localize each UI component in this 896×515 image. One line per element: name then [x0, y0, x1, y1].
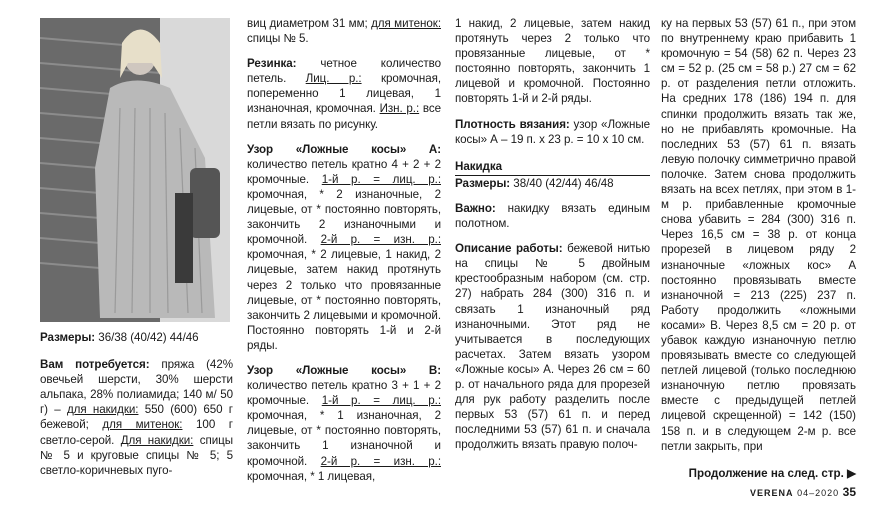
pattern-a-text-3: кромочная, * 2 лицевые, 1 накид, 2 лицевые, затем накид протянуть через 2 только что провязанные лицевые, от * постоянно повторять, закончить 2 лицевыми и кромочной. Постоянно повторять 1-й и 2-й ряды.	[247, 248, 441, 352]
materials-text: пряжа (42% овечьей шерсти, 30% шерсти альпака, 28% полиамида; 140 м/ 50 г) –	[40, 358, 233, 417]
pattern-a-text: количество петель кратно 4 + 2 + 2 кромочные.	[247, 157, 441, 186]
pattern-b-text-2: кромочная, * 1 изнаночная, 2 лицевые, от * постоянно повторять, закончить 1 изнаночной и кромочной.	[247, 409, 441, 468]
pattern-a-row2: 2-й р. = изн. р.:	[320, 233, 441, 247]
important-text: накидку вязать единым полотном.	[455, 201, 650, 231]
col2-text: виц диаметром 31 мм;	[247, 17, 372, 30]
rib-text: четное количество петель.	[247, 57, 441, 86]
issue-number: 04–2020	[797, 488, 840, 498]
page-number: 35	[842, 485, 856, 499]
sizes-label: Размеры:	[40, 331, 96, 344]
pattern-b-text-3: кромочная, * 1 лицевая,	[247, 469, 376, 483]
rib-text-3: все петли вязать по рисунку.	[247, 102, 442, 131]
column-3	[455, 16, 650, 462]
column-4	[661, 16, 856, 464]
col2-mittens: для митенок:	[371, 17, 441, 30]
cape-sizes-value: 38/40 (42/44) 46/48	[510, 176, 614, 190]
model-photo	[40, 18, 230, 322]
gauge-label: Плотность вязания:	[455, 117, 570, 131]
materials-label: Вам потребуется:	[40, 358, 150, 372]
description-label: Описание работы:	[455, 242, 563, 256]
materials-cape: для накидки:	[66, 403, 139, 417]
materials-mittens: для митенок:	[102, 418, 183, 432]
pattern-a-row1: 1-й р. = лиц. р.:	[321, 172, 441, 186]
rib-wrong-row: Изн. р.:	[379, 102, 420, 116]
materials-text-3: 100 г светло-серой.	[40, 418, 233, 447]
model-photo-illustration	[40, 18, 230, 322]
magazine-name: VERENA	[750, 488, 794, 498]
cape-sizes-label: Размеры:	[455, 176, 511, 190]
rib-right-row: Лиц. р.:	[305, 72, 362, 86]
pattern-b-row2: 2-й р. = изн. р.:	[320, 454, 441, 468]
description-text: бежевой нитью на спицы № 5 двойным крестообразным набором (см. стр. 27) набрать 284 (300) 316 п. и связать 1 изнаночный ряд изнаночными. Этот ряд не учитывается в последующих расчетах. Затем вязать узором «Ложные косы» А. Через 26 см = 60 р. от начального ряда для прорезей для рук работу разделить после первых 53 (57) 61 п. и перед последними 53 (57) 61 п. и сначала продолжить вязать правую полоч-	[455, 242, 651, 452]
gauge-text: узор «Ложные косы» А – 19 п. х 23 р. = 10 х 10 см.	[455, 117, 651, 146]
col2-text-2: спицы № 5.	[247, 32, 309, 46]
pattern-b-row1: 1-й р. = лиц. р.:	[321, 394, 441, 408]
rib-label: Резинка:	[247, 57, 297, 71]
materials-text-4: спицы № 5 и круговые спицы № 5; 5 светло-коричневых пуго-	[40, 433, 233, 477]
pattern-b-text: количество петель кратно 3 + 1 + 2 кромочные.	[247, 379, 441, 408]
pattern-a-label: Узор «Ложные косы» А:	[247, 142, 441, 156]
continue-note: Продолжение на след. стр. ▶	[688, 467, 856, 480]
column-2	[247, 16, 441, 494]
rib-text-2: кромочная, попеременно 1 лицевая, 1 изнаночная, кромочная.	[247, 72, 441, 116]
sizes-value: 36/38 (40/42) 44/46	[95, 331, 199, 344]
col4-text: ку на первых 53 (57) 61 п., при этом по внутреннему краю прибавить 1 кромочную = 54 (58) 62 п. Через 23 см = 52 р. (25 см = 58 р.) 27 см = 62 р. от разделения петли отложить. На средних 178 (186) 194 п. для спинки продолжить вязать так же, но не прибавлять кромочные. На последних 53 (57) 61 п. вязать левую полочку симметрично правой полочке. Затем снова продолжить вязать на всех петлях, при этом в 1-м р. прибавленные кромочные снова убавить = 284 (300) 316 п. Через 16,5 см = 38 р. от конца прорезей в лицевом ряду 2 изнаночные «ложных кос» А постоянно провязывать вместе изнаночной = 213 (225) 237 п. Работу продолжить «ложными косами» В. Через 8,5 см = 20 р. от убавок каждую изнаночную петлю провязывать вместе со следующей петлей лицевой (только последнюю изнаночную петлю провязать вместе с предыдущей петлей лицевой скрещенной) = 142 (150) 158 п. и в следующем 2-м р. все петли закрыть, при	[661, 17, 856, 453]
page-footer	[700, 485, 856, 499]
pattern-a-text-2: кромочная, * 2 изнаночные, 2 лицевые, от * постоянно повторять, закончить 2 изнаночными и кромочной.	[247, 187, 441, 247]
materials-cape-2: Для накидки:	[120, 433, 194, 447]
col3-text: 1 накид, 2 лицевые, затем накид протянуть через 2 только что провязанные лицевые, от * постоянно повторять, закончить 1 лицевой и кромочной. Постоянно повторять 1-й и 2-й ряды.	[455, 17, 650, 106]
important-label: Важно:	[455, 201, 496, 215]
column-1	[40, 330, 233, 488]
section-heading: Накидка	[455, 159, 650, 176]
pattern-b-label: Узор «Ложные косы» В:	[247, 363, 441, 377]
materials-text-2: 550 (600) 650 г бежевой;	[40, 403, 233, 432]
